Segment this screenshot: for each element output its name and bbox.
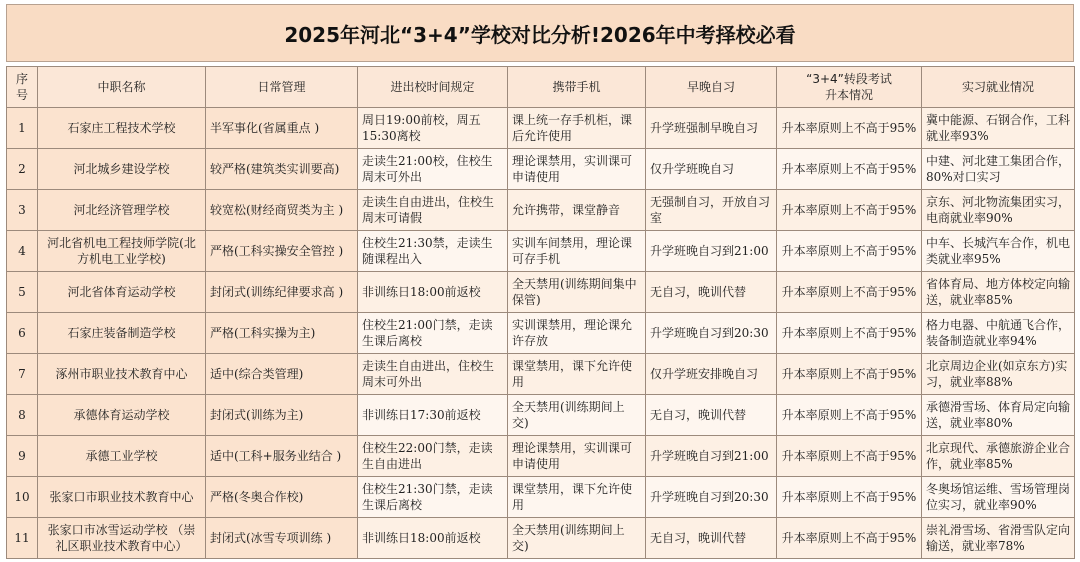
cell-school-name: 石家庄装备制造学校 [38,313,206,354]
cell-self-study: 仅升学班安排晚自习 [646,354,777,395]
cell-entry-exit-time: 走读生自由进出，住校生周末可请假 [358,190,508,231]
cell-index: 10 [7,477,38,518]
cell-phone-policy: 理论课禁用，实训课可申请使用 [508,149,646,190]
cell-school-name: 张家口市职业技术教育中心 [38,477,206,518]
cell-entry-exit-time: 住校生21:30禁，走读生随课程出入 [358,231,508,272]
cell-exam-rate: 升本率原则上不高于95% [777,395,922,436]
cell-daily-management: 较严格(建筑类实训要高) [206,149,358,190]
table-row [7,108,1075,149]
cell-daily-management: 封闭式(训练为主) [206,395,358,436]
cell-exam-rate: 升本率原则上不高于95% [777,149,922,190]
header-time: 进出校时间规定 [358,67,508,108]
cell-exam-rate: 升本率原则上不高于95% [777,108,922,149]
table-row [7,436,1075,477]
cell-school-name: 河北省机电工程技师学院(北方机电工业学校) [38,231,206,272]
cell-index: 3 [7,190,38,231]
cell-exam-rate: 升本率原则上不高于95% [777,354,922,395]
cell-self-study: 无自习，晚训代替 [646,272,777,313]
cell-index: 9 [7,436,38,477]
cell-phone-policy: 实训车间禁用，理论课可存手机 [508,231,646,272]
cell-daily-management: 半军事化(省属重点 ) [206,108,358,149]
cell-entry-exit-time: 非训练日18:00前返校 [358,518,508,559]
cell-school-name: 涿州市职业技术教育中心 [38,354,206,395]
cell-internship-employment: 冬奥场馆运维、雪场管理岗位实习，就业率90% [922,477,1075,518]
cell-school-name: 张家口市冰雪运动学校 （崇礼区职业技术教育中心） [38,518,206,559]
cell-self-study: 无强制自习，开放自习室 [646,190,777,231]
cell-daily-management: 严格(工科实操为主) [206,313,358,354]
cell-index: 2 [7,149,38,190]
cell-phone-policy: 课堂禁用，课下允许使用 [508,354,646,395]
header-exam-line1: “3+4”转段考试 [806,72,892,86]
header-mgmt: 日常管理 [206,67,358,108]
cell-internship-employment: 崇礼滑雪场、省滑雪队定向输送，就业率78% [922,518,1075,559]
cell-internship-employment: 中建、河北建工集团合作，80%对口实习 [922,149,1075,190]
cell-school-name: 承德体育运动学校 [38,395,206,436]
cell-phone-policy: 允许携带，课堂静音 [508,190,646,231]
cell-school-name: 河北经济管理学校 [38,190,206,231]
header-self: 早晚自习 [646,67,777,108]
cell-entry-exit-time: 走读生自由进出，住校生周末可外出 [358,354,508,395]
cell-self-study: 仅升学班晚自习 [646,149,777,190]
cell-index: 4 [7,231,38,272]
cell-school-name: 承德工业学校 [38,436,206,477]
cell-daily-management: 严格(工科实操安全管控 ) [206,231,358,272]
cell-self-study: 升学班晚自习到21:00 [646,436,777,477]
header-row [7,67,1075,108]
cell-index: 1 [7,108,38,149]
cell-internship-employment: 中车、长城汽车合作，机电类就业率95% [922,231,1075,272]
cell-entry-exit-time: 非训练日18:00前返校 [358,272,508,313]
cell-school-name: 河北城乡建设学校 [38,149,206,190]
table-row [7,272,1075,313]
table-row [7,395,1075,436]
cell-daily-management: 封闭式(训练纪律要求高 ) [206,272,358,313]
cell-daily-management: 封闭式(冰雪专项训练 ) [206,518,358,559]
cell-index: 6 [7,313,38,354]
cell-internship-employment: 格力电器、中航通飞合作，装备制造就业率94% [922,313,1075,354]
table-row [7,518,1075,559]
cell-exam-rate: 升本率原则上不高于95% [777,231,922,272]
cell-daily-management: 适中(工科+服务业结合 ) [206,436,358,477]
cell-exam-rate: 升本率原则上不高于95% [777,313,922,354]
table-row [7,477,1075,518]
cell-daily-management: 较宽松(财经商贸类为主 ) [206,190,358,231]
table-row [7,313,1075,354]
cell-exam-rate: 升本率原则上不高于95% [777,477,922,518]
cell-index: 11 [7,518,38,559]
cell-internship-employment: 承德滑雪场、体育局定向输送，就业率80% [922,395,1075,436]
cell-exam-rate: 升本率原则上不高于95% [777,436,922,477]
cell-internship-employment: 北京现代、承德旅游企业合作，就业率85% [922,436,1075,477]
cell-self-study: 升学班强制早晚自习 [646,108,777,149]
cell-index: 5 [7,272,38,313]
cell-index: 8 [7,395,38,436]
cell-index: 7 [7,354,38,395]
cell-internship-employment: 京东、河北物流集团实习，电商就业率90% [922,190,1075,231]
cell-phone-policy: 理论课禁用，实训课可申请使用 [508,436,646,477]
cell-internship-employment: 冀中能源、石钢合作，工科就业率93% [922,108,1075,149]
cell-self-study: 无自习，晚训代替 [646,395,777,436]
cell-self-study: 升学班晚自习到21:00 [646,231,777,272]
cell-self-study: 无自习，晚训代替 [646,518,777,559]
cell-exam-rate: 升本率原则上不高于95% [777,272,922,313]
cell-phone-policy: 全天禁用(训练期间集中保管) [508,272,646,313]
cell-exam-rate: 升本率原则上不高于95% [777,518,922,559]
table-row [7,231,1075,272]
cell-phone-policy: 课堂禁用，课下允许使用 [508,477,646,518]
school-comparison-table [6,66,1075,559]
table-body [7,108,1075,559]
cell-entry-exit-time: 住校生21:30门禁，走读生课后离校 [358,477,508,518]
header-phone: 携带手机 [508,67,646,108]
cell-phone-policy: 实训课禁用，理论课允许存放 [508,313,646,354]
cell-phone-policy: 全天禁用(训练期间上交) [508,395,646,436]
page-title: 2025年河北“3+4”学校对比分析!2026年中考择校必看 [6,4,1074,62]
comparison-sheet [6,4,1074,558]
cell-daily-management: 适中(综合类管理) [206,354,358,395]
header-idx: 序号 [7,67,38,108]
cell-entry-exit-time: 住校生21:00门禁，走读生课后离校 [358,313,508,354]
cell-entry-exit-time: 住校生22:00门禁，走读生自由进出 [358,436,508,477]
cell-self-study: 升学班晚自习到20:30 [646,313,777,354]
table-row [7,354,1075,395]
cell-phone-policy: 全天禁用(训练期间上交) [508,518,646,559]
cell-phone-policy: 课上统一存手机柜，课后允许使用 [508,108,646,149]
header-name: 中职名称 [38,67,206,108]
header-exam [777,67,922,108]
cell-exam-rate: 升本率原则上不高于95% [777,190,922,231]
cell-entry-exit-time: 周日19:00前校，周五15:30离校 [358,108,508,149]
cell-internship-employment: 省体育局、地方体校定向输送，就业率85% [922,272,1075,313]
cell-entry-exit-time: 走读生21:00校，住校生周末可外出 [358,149,508,190]
cell-internship-employment: 北京周边企业(如京东方)实习，就业率88% [922,354,1075,395]
table-row [7,190,1075,231]
header-exam-line2: 升本情况 [824,88,873,102]
cell-school-name: 石家庄工程技术学校 [38,108,206,149]
cell-daily-management: 严格(冬奥合作校) [206,477,358,518]
cell-entry-exit-time: 非训练日17:30前返校 [358,395,508,436]
table-row [7,149,1075,190]
cell-school-name: 河北省体育运动学校 [38,272,206,313]
header-job: 实习就业情况 [922,67,1075,108]
cell-self-study: 升学班晚自习到20:30 [646,477,777,518]
